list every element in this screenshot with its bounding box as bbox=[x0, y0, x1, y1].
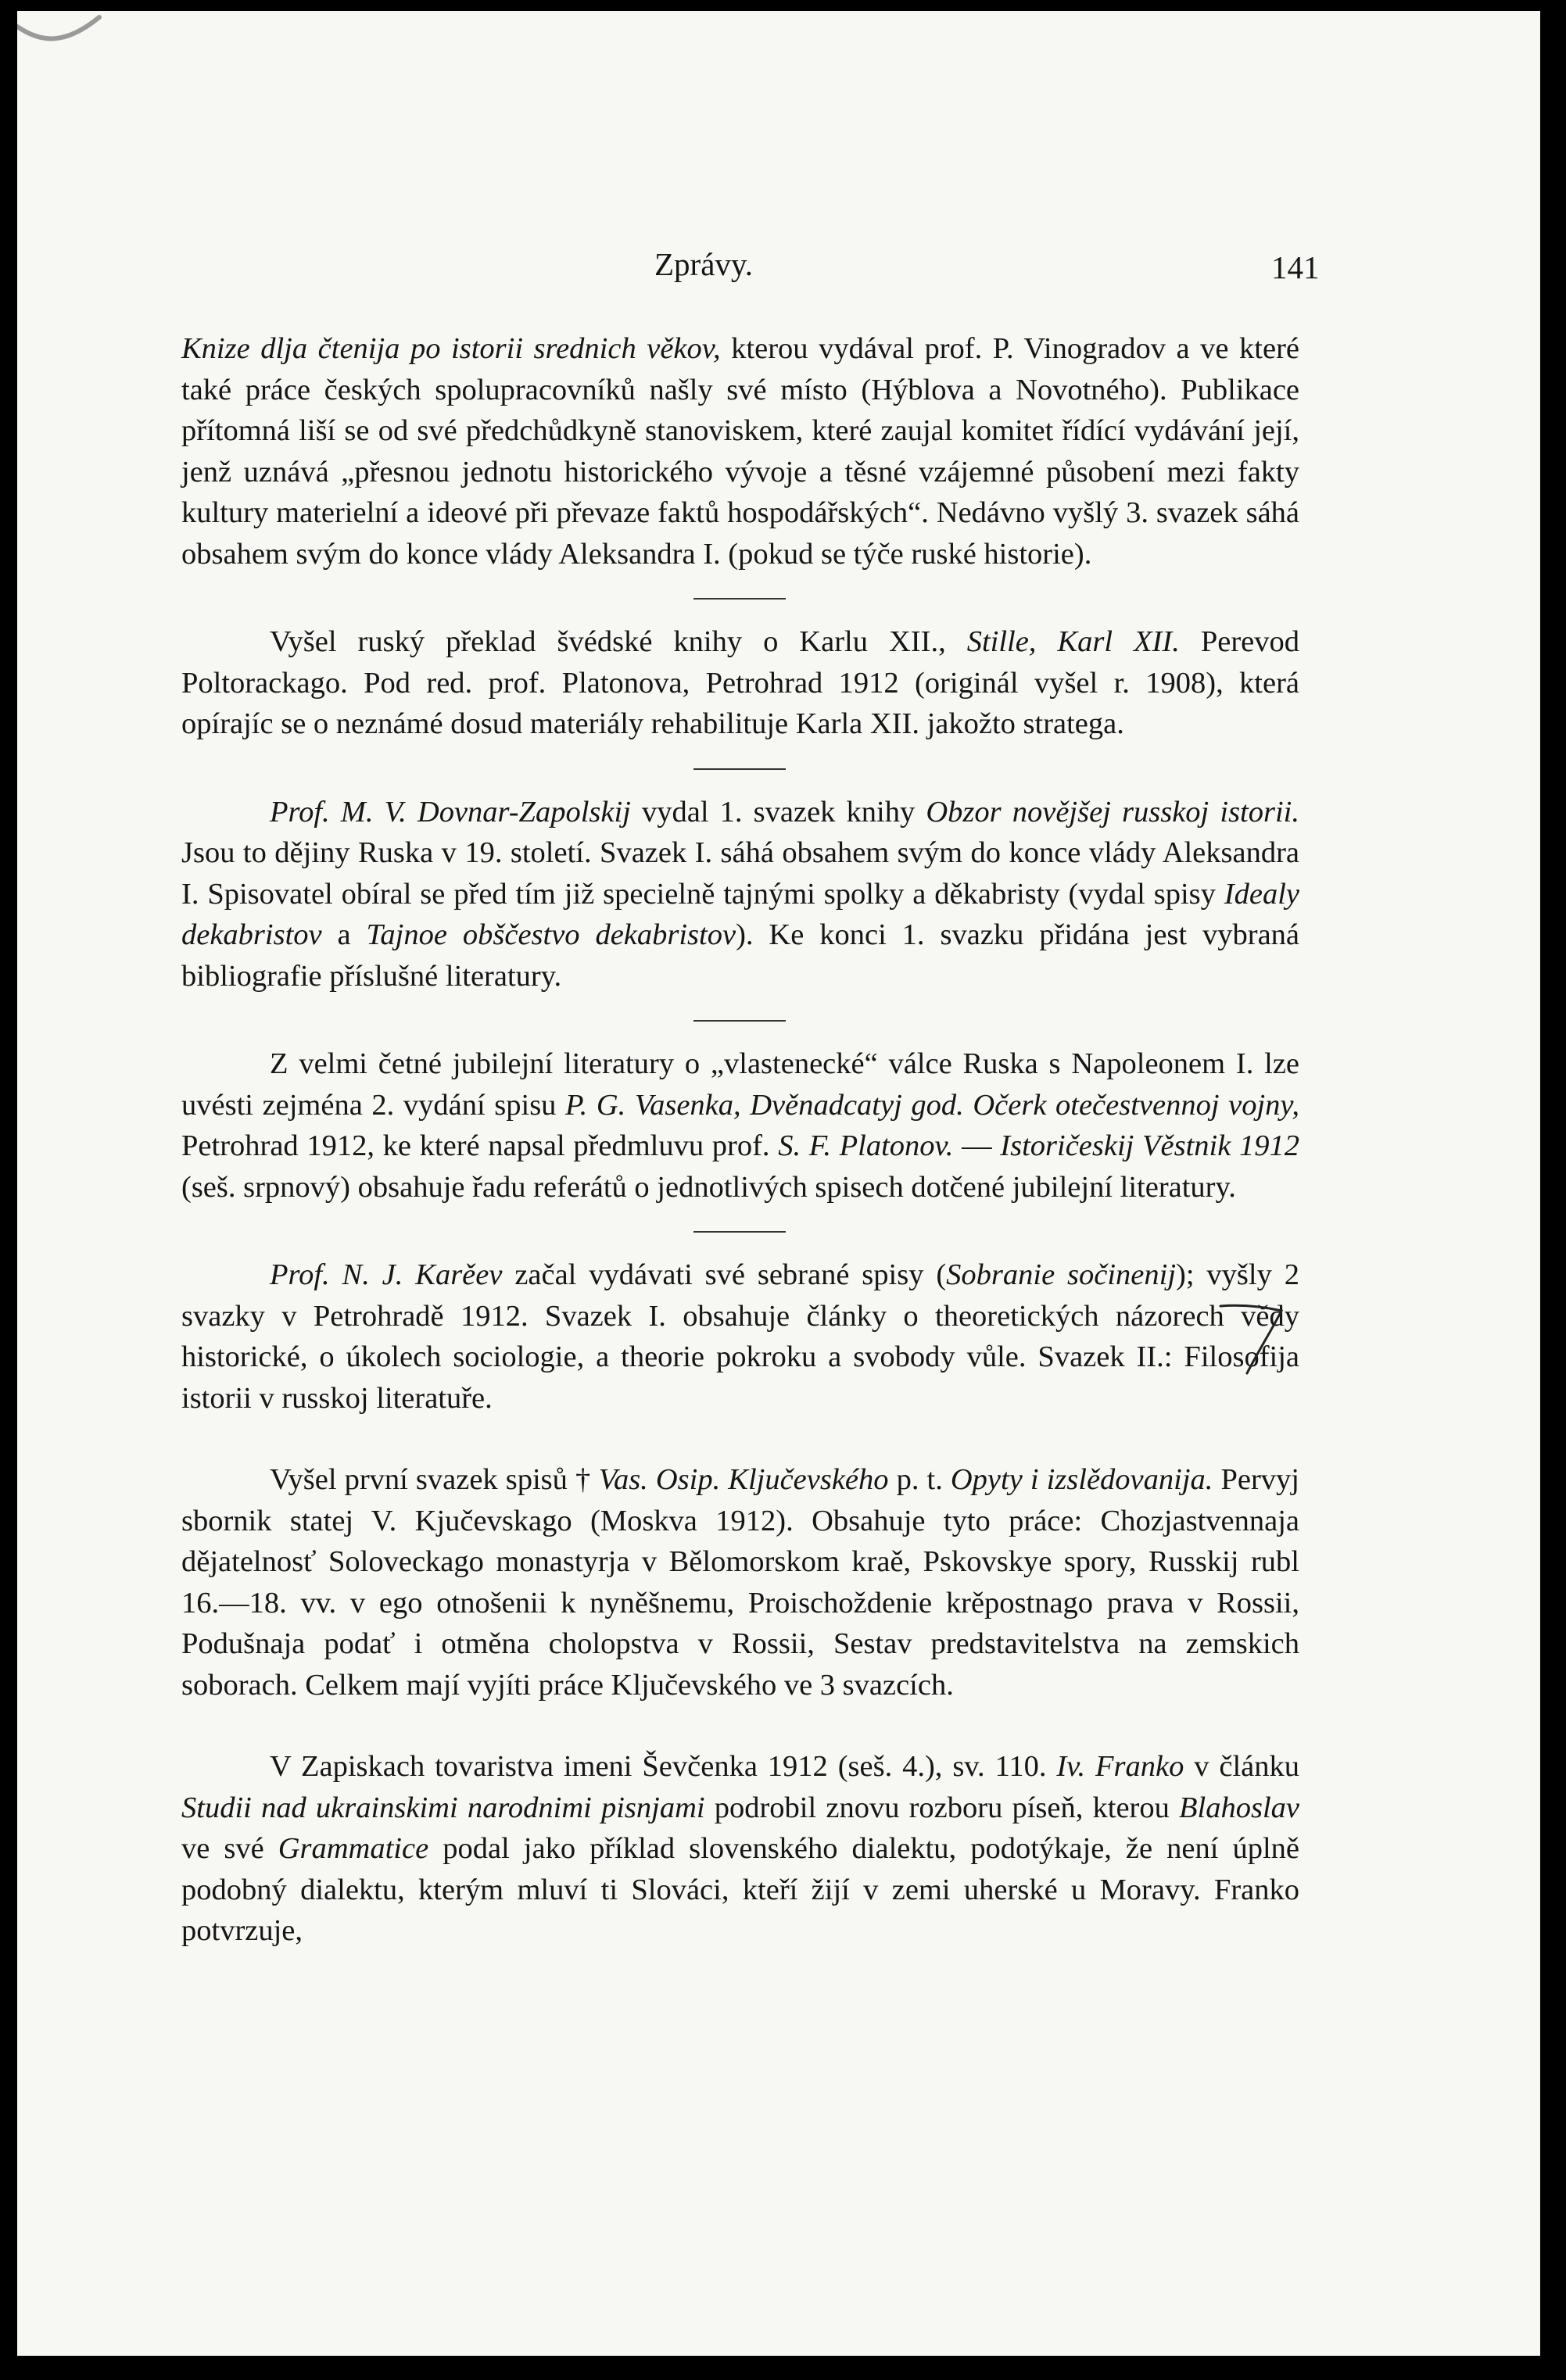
italic-title-text: Opyty i izslědovanija. bbox=[950, 1463, 1213, 1496]
body-text: — bbox=[953, 1129, 1001, 1162]
body-text: Z velmi četné jubilejní literatury o „vlastenecké“ válce Ruska s Napoleonem I. lze uvésti zejména 2. vydání spisu bbox=[181, 1047, 1299, 1122]
italic-title-text: Idealy dekabristov bbox=[181, 877, 1299, 951]
body-text: v článku bbox=[1184, 1750, 1300, 1783]
section-divider bbox=[693, 1020, 786, 1022]
paragraph-jubilejni-literatura bbox=[181, 1043, 1299, 1208]
body-text: začal vydávati své sebrané spisy ( bbox=[502, 1258, 947, 1291]
italic-title-text: Stille, Karl XII. bbox=[966, 625, 1180, 658]
italic-title-text: Iv. Franko bbox=[1056, 1750, 1184, 1783]
body-text: kterou vydával prof. P. Vinogradov a ve které také práce českých spolupracovníků našly své místo (Hýblova a Novotného). Publikace přítomná liší se od své předchůdkyně stanoviskem, které zaujal komitet řídící vydávání její, jenž uznává „přesnou jednotu historického vývoje a těsné vzájemné působení mezi fakty kultury materielní a ideové při převaze faktů hospodářských“. Nedávno vyšlý 3. svazek sáhá obsahem svým do konce vlády Aleksandra I. (pokud se týče ruské historie). bbox=[181, 332, 1299, 571]
italic-title-text: Tajnoe obščestvo dekabristov bbox=[366, 918, 736, 951]
body-text: vydal 1. svazek knihy bbox=[630, 795, 926, 829]
body-text: ); vyšly 2 svazky v Petrohradě 1912. Svazek I. obsahuje články o theoretických názorech vědy historické, o úkolech sociologie, a theorie pokroku a svobody vůle. Svazek II.: Filosofija istorii v russkoj literatuře. bbox=[181, 1258, 1299, 1415]
paragraph-knize-dlja-cteni bbox=[181, 328, 1299, 574]
italic-title-text: S. F. Platonov. bbox=[778, 1129, 954, 1162]
page-header bbox=[17, 245, 1540, 292]
italic-title-text: Studii nad ukrainskimi narodnimi pisnjami bbox=[181, 1791, 705, 1824]
section-divider bbox=[693, 598, 786, 599]
body-text: Perevod Poltorackago. Pod red. prof. Platonova, Petrohrad 1912 (originál vyšel r. 1908), která opírajíc se o neznámé dosud materiály rehabilituje Karla XII. jakožto stratega. bbox=[181, 625, 1299, 740]
italic-title-text: Vas. Osip. Ključevského bbox=[598, 1463, 889, 1496]
italic-title-text: Istoričeskij Věstnik 1912 bbox=[1000, 1129, 1300, 1162]
paragraph-gap bbox=[181, 1705, 1299, 1746]
corner-scan-mark bbox=[17, 11, 103, 66]
italic-title-text: Knize dlja čtenija po istorii srednich věkov, bbox=[181, 332, 721, 365]
body-text: (seš. srpnový) obsahuje řadu referátů o jednotlivých spisech dotčené jubilejní literatury. bbox=[181, 1170, 1236, 1204]
paragraph-franko bbox=[181, 1746, 1299, 1952]
body-text: a bbox=[321, 918, 367, 951]
italic-title-text: Blahoslav bbox=[1179, 1791, 1299, 1824]
body-text: V Zapiskach tovaristva imeni Ševčenka 1912 (seš. 4.), sv. 110. bbox=[270, 1750, 1057, 1783]
italic-title-text: P. G. Vasenka, Dvěnadcatyj god. Očerk otečestvennoj vojny, bbox=[565, 1088, 1300, 1122]
body-text: p. t. bbox=[888, 1463, 951, 1496]
italic-title-text: Sobranie sočinenij bbox=[946, 1258, 1177, 1291]
body-text: ). Ke konci 1. svazku přidána jest vybraná bibliografie příslušné literatury. bbox=[181, 918, 1300, 993]
body-text: Pervyj sbornik statej V. Kjučevskago (Moskva 1912). Obsahuje tyto práce: Chozjastvennaja dějatelnosť Soloveckago monastyrja v Bělomorskom kraě, Pskovskye spory, Russkij rubl 16.—18. vv. v ego otnošenii k nyněšnemu, Proischoždenie krěpostnago prava v Rossii, Podušnaja podať i otměna cholopstva v Rossii, Sestav predstavitelstva na zemskich soborach. Celkem mají vyjíti práce Ključevského ve 3 svazcích. bbox=[181, 1463, 1299, 1702]
page-number: 141 bbox=[1271, 249, 1320, 285]
italic-title-text: Prof. N. J. Karěev bbox=[270, 1258, 503, 1291]
italic-title-text: Obzor novějšej russkoj istorii. bbox=[926, 795, 1299, 829]
page-body bbox=[181, 328, 1299, 1952]
italic-title-text: Grammatice bbox=[278, 1832, 429, 1865]
running-title: Zprávy. bbox=[654, 246, 753, 282]
body-text: Vyšel první svazek spisů † bbox=[270, 1463, 599, 1496]
paragraph-kljucevskij bbox=[181, 1459, 1299, 1705]
paragraph-gap bbox=[181, 1419, 1299, 1459]
body-text: ve své bbox=[181, 1832, 278, 1865]
body-text: Petrohrad 1912, ke které napsal předmluvu prof. bbox=[181, 1129, 779, 1162]
book-page bbox=[17, 11, 1540, 2356]
section-divider bbox=[693, 768, 786, 770]
body-text: podrobil znovu rozboru píseň, kterou bbox=[704, 1791, 1180, 1824]
section-divider bbox=[693, 1231, 786, 1233]
body-text: podal jako příklad slovenského dialektu, podotýkaje, že není úplně podobný dialektu, kterým mluví ti Slováci, kteří žijí v zemi uherské u Moravy. Franko potvrzuje, bbox=[181, 1832, 1299, 1947]
handwritten-bracket-mark bbox=[1217, 1281, 1288, 1383]
body-text: Jsou to dějiny Ruska v 19. století. Svazek I. sáhá obsahem svým do konce vlády Aleksandra I. Spisovatel obíral se před tím již specielně tajnými spolky a děkabristy (vydal spisy bbox=[181, 836, 1299, 911]
paragraph-stille-karl-xii bbox=[181, 621, 1299, 745]
paragraph-dovnar-zapolskij bbox=[181, 792, 1299, 997]
body-text: Vyšel ruský překlad švédské knihy o Karlu XII., bbox=[270, 625, 967, 658]
italic-title-text: Prof. M. V. Dovnar-Zapolskij bbox=[270, 795, 631, 829]
paragraph-kareev bbox=[181, 1254, 1299, 1419]
